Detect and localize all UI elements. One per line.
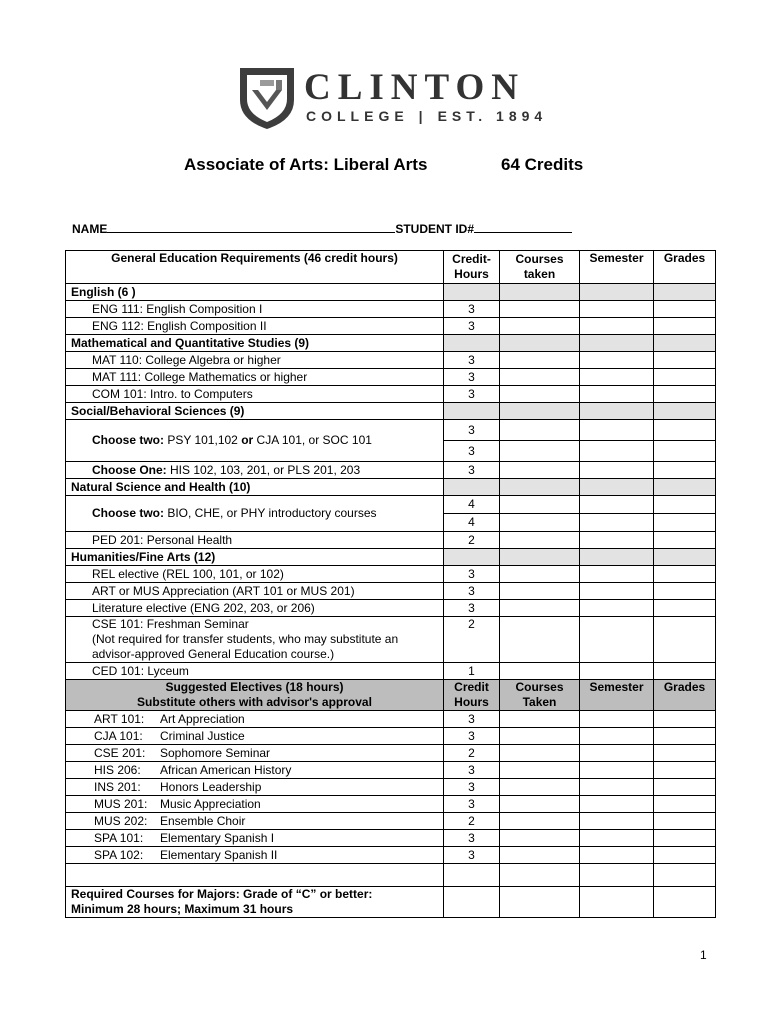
grade-cell[interactable]	[654, 830, 716, 847]
grade-cell[interactable]	[654, 352, 716, 369]
grade-cell[interactable]	[654, 745, 716, 762]
grade-cell[interactable]	[654, 796, 716, 813]
semester-cell[interactable]	[580, 663, 654, 680]
table-row	[66, 462, 716, 479]
credit-hours: 3	[444, 318, 500, 335]
semester-cell[interactable]	[580, 745, 654, 762]
semester-cell[interactable]	[580, 617, 654, 663]
section-social	[66, 403, 716, 420]
electives-grades-header: Grades	[654, 680, 716, 711]
table-row	[66, 420, 716, 441]
courses-taken-cell[interactable]	[500, 583, 580, 600]
semester-cell[interactable]	[580, 420, 654, 441]
course-title: Elementary Spanish I	[160, 830, 275, 845]
course-code: MUS 201:	[94, 796, 148, 811]
table-row	[66, 318, 716, 335]
grade-cell[interactable]	[654, 369, 716, 386]
course-name: MAT 110: College Algebra or higher	[66, 352, 444, 369]
electives-header	[66, 680, 716, 711]
grades-header: Grades	[654, 251, 716, 284]
courses-taken-cell[interactable]	[500, 318, 580, 335]
student-id-field[interactable]	[474, 222, 572, 233]
semester-cell[interactable]	[580, 369, 654, 386]
courses-taken-cell[interactable]	[500, 301, 580, 318]
page-number: 1	[700, 948, 707, 962]
courses-taken-cell[interactable]	[500, 462, 580, 479]
logo-college: COLLEGE	[306, 108, 409, 124]
elective-course	[66, 728, 444, 745]
courses-taken-cell[interactable]	[500, 745, 580, 762]
table-header	[66, 251, 716, 284]
courses-taken-cell[interactable]	[500, 566, 580, 583]
grade-cell[interactable]	[654, 663, 716, 680]
majors-row	[66, 887, 716, 918]
grade-cell[interactable]	[654, 420, 716, 441]
course-name: PED 201: Personal Health	[66, 532, 444, 549]
grade-cell[interactable]	[654, 386, 716, 403]
course-name: ENG 111: English Composition I	[66, 301, 444, 318]
table-row	[66, 728, 716, 745]
table-row	[66, 583, 716, 600]
semester-cell[interactable]	[580, 301, 654, 318]
elective-course	[66, 762, 444, 779]
credit-hours: 3	[444, 583, 500, 600]
grade-cell[interactable]	[654, 617, 716, 663]
credit-hours: 3	[444, 352, 500, 369]
section-title: Natural Science and Health (10)	[66, 479, 444, 496]
section-math	[66, 335, 716, 352]
semester-cell[interactable]	[580, 830, 654, 847]
logo-wordmark: CLINTON	[304, 67, 526, 108]
semester-cell[interactable]	[580, 847, 654, 864]
semester-cell[interactable]	[580, 532, 654, 549]
course-code: SPA 101:	[94, 830, 144, 845]
requirements-header: General Education Requirements (46 credit hours)	[66, 251, 444, 284]
credit-hours: 3	[444, 796, 500, 813]
grade-cell[interactable]	[654, 711, 716, 728]
table-row	[66, 711, 716, 728]
course-name: ENG 112: English Composition II	[66, 318, 444, 335]
credit-hours: 3	[444, 441, 500, 462]
table-row	[66, 301, 716, 318]
program-title: Associate of Arts: Liberal Arts	[184, 155, 428, 174]
semester-cell[interactable]	[580, 813, 654, 830]
courses-taken-cell[interactable]	[500, 496, 580, 514]
section-title: English (6 )	[66, 284, 444, 301]
grade-cell[interactable]	[654, 318, 716, 335]
semester-cell[interactable]	[580, 352, 654, 369]
electives-list	[66, 711, 716, 864]
elective-course	[66, 779, 444, 796]
courses-taken-cell[interactable]	[500, 663, 580, 680]
credit-hours: 4	[444, 496, 500, 514]
electives-title: Suggested Electives (18 hours) Substitute others with advisor's approval	[66, 680, 444, 711]
credit-hours: 3	[444, 369, 500, 386]
grade-cell[interactable]	[654, 762, 716, 779]
majors-requirement: Required Courses for Majors: Grade of “C” or better: Minimum 28 hours; Maximum 31 hours	[66, 887, 444, 918]
table-row	[66, 566, 716, 583]
grade-cell[interactable]	[654, 441, 716, 462]
courses-taken-cell[interactable]	[500, 796, 580, 813]
courses-taken-cell[interactable]	[500, 617, 580, 663]
program-credits: 64 Credits	[501, 155, 584, 174]
credit-hours: 3	[444, 420, 500, 441]
credit-hours-header: Credit- Hours	[444, 251, 500, 284]
electives-credit-header: Credit Hours	[444, 680, 500, 711]
course-name: MAT 111: College Mathematics or higher	[66, 369, 444, 386]
section-title: Mathematical and Quantitative Studies (9)	[66, 335, 444, 352]
course-code: ART 101:	[94, 711, 145, 726]
table-row	[66, 600, 716, 617]
name-field[interactable]	[107, 222, 395, 233]
semester-cell[interactable]	[580, 779, 654, 796]
course-title: Elementary Spanish II	[160, 847, 278, 862]
grade-cell[interactable]	[654, 301, 716, 318]
logo-subline	[306, 108, 547, 124]
table-row	[66, 496, 716, 514]
semester-cell[interactable]	[580, 566, 654, 583]
student-info-line	[72, 222, 572, 236]
credit-hours: 3	[444, 779, 500, 796]
course-name: CED 101: Lyceum	[66, 663, 444, 680]
logo-separator: |	[418, 108, 428, 124]
credit-hours: 3	[444, 600, 500, 617]
table-row	[66, 762, 716, 779]
courses-taken-cell[interactable]	[500, 369, 580, 386]
student-id-label: STUDENT ID#	[395, 222, 475, 236]
course-choice: Choose two: PSY 101,102 or CJA 101, or SOC 101	[66, 420, 444, 462]
course-code: MUS 202:	[94, 813, 148, 828]
courses-taken-cell[interactable]	[500, 420, 580, 441]
course-title: African American History	[160, 762, 292, 777]
courses-taken-cell[interactable]	[500, 728, 580, 745]
credit-hours: 2	[444, 813, 500, 830]
table-row	[66, 663, 716, 680]
course-code: CSE 201:	[94, 745, 146, 760]
courses-taken-cell[interactable]	[500, 600, 580, 617]
semester-cell[interactable]	[580, 796, 654, 813]
electives-semester-header: Semester	[580, 680, 654, 711]
section-science	[66, 479, 716, 496]
grade-cell[interactable]	[654, 600, 716, 617]
grade-cell[interactable]	[654, 813, 716, 830]
credit-hours: 3	[444, 301, 500, 318]
grade-cell[interactable]	[654, 532, 716, 549]
course-name: ART or MUS Appreciation (ART 101 or MUS 201)	[66, 583, 444, 600]
grade-cell[interactable]	[654, 496, 716, 514]
course-choice: Choose One: HIS 102, 103, 201, or PLS 201, 203	[66, 462, 444, 479]
table-row	[66, 830, 716, 847]
courses-taken-cell[interactable]	[500, 441, 580, 462]
credit-hours: 3	[444, 566, 500, 583]
courses-taken-cell[interactable]	[500, 532, 580, 549]
elective-course	[66, 711, 444, 728]
semester-cell[interactable]	[580, 514, 654, 532]
courses-taken-cell[interactable]	[500, 514, 580, 532]
requirements-table	[65, 250, 716, 918]
elective-course	[66, 745, 444, 762]
semester-cell[interactable]	[580, 762, 654, 779]
course-choice: Choose two: BIO, CHE, or PHY introductory courses	[66, 496, 444, 532]
credit-hours: 3	[444, 711, 500, 728]
semester-cell[interactable]	[580, 496, 654, 514]
courses-taken-cell[interactable]	[500, 779, 580, 796]
semester-cell[interactable]	[580, 600, 654, 617]
credit-hours: 3	[444, 728, 500, 745]
credit-hours: 3	[444, 847, 500, 864]
course-title: Sophomore Seminar	[160, 745, 271, 760]
section-title: Social/Behavioral Sciences (9)	[66, 403, 444, 420]
credit-hours: 2	[444, 532, 500, 549]
credit-hours: 3	[444, 762, 500, 779]
semester-header: Semester	[580, 251, 654, 284]
grade-cell[interactable]	[654, 779, 716, 796]
course-title: Ensemble Choir	[160, 813, 246, 828]
course-title: Art Appreciation	[160, 711, 245, 726]
courses-taken-header: Courses taken	[500, 251, 580, 284]
table-row	[66, 745, 716, 762]
course-title: Music Appreciation	[160, 796, 261, 811]
course-code: CJA 101:	[94, 728, 143, 743]
table-row	[66, 864, 716, 887]
table-row	[66, 386, 716, 403]
course-name: Literature elective (ENG 202, 203, or 206)	[66, 600, 444, 617]
course-name: REL elective (REL 100, 101, or 102)	[66, 566, 444, 583]
credit-hours: 2	[444, 745, 500, 762]
course-name: CSE 101: Freshman Seminar (Not required for transfer students, who may substitute an advisor-approved General Education course.)	[66, 617, 444, 663]
table-row	[66, 617, 716, 663]
semester-cell[interactable]	[580, 441, 654, 462]
elective-course	[66, 813, 444, 830]
grade-cell[interactable]	[654, 847, 716, 864]
section-title: Humanities/Fine Arts (12)	[66, 549, 444, 566]
semester-cell[interactable]	[580, 318, 654, 335]
credit-hours: 3	[444, 386, 500, 403]
credit-hours: 1	[444, 663, 500, 680]
credit-hours: 2	[444, 617, 500, 663]
grade-cell[interactable]	[654, 462, 716, 479]
logo-established: EST. 1894	[437, 108, 548, 124]
courses-taken-cell[interactable]	[500, 830, 580, 847]
section-english	[66, 284, 716, 301]
grade-cell[interactable]	[654, 583, 716, 600]
course-name: COM 101: Intro. to Computers	[66, 386, 444, 403]
table-row	[66, 796, 716, 813]
courses-taken-cell[interactable]	[500, 352, 580, 369]
grade-cell[interactable]	[654, 514, 716, 532]
name-label: NAME	[72, 222, 108, 236]
course-title: Criminal Justice	[160, 728, 245, 743]
courses-taken-cell[interactable]	[500, 386, 580, 403]
courses-taken-cell[interactable]	[500, 847, 580, 864]
courses-taken-cell[interactable]	[500, 711, 580, 728]
semester-cell[interactable]	[580, 386, 654, 403]
elective-course	[66, 847, 444, 864]
courses-taken-cell[interactable]	[500, 813, 580, 830]
semester-cell[interactable]	[580, 711, 654, 728]
table-row	[66, 813, 716, 830]
courses-taken-cell[interactable]	[500, 762, 580, 779]
course-title: Honors Leadership	[160, 779, 262, 794]
semester-cell[interactable]	[580, 583, 654, 600]
credit-hours: 4	[444, 514, 500, 532]
credit-hours: 3	[444, 830, 500, 847]
course-code: SPA 102:	[94, 847, 144, 862]
table-row	[66, 532, 716, 549]
section-humanities	[66, 549, 716, 566]
credit-hours: 3	[444, 462, 500, 479]
table-row	[66, 847, 716, 864]
grade-cell[interactable]	[654, 566, 716, 583]
semester-cell[interactable]	[580, 462, 654, 479]
elective-course	[66, 796, 444, 813]
course-code: INS 201:	[94, 779, 141, 794]
course-code: HIS 206:	[94, 762, 141, 777]
table-row	[66, 369, 716, 386]
grade-cell[interactable]	[654, 728, 716, 745]
electives-courses-header: Courses Taken	[500, 680, 580, 711]
semester-cell[interactable]	[580, 728, 654, 745]
elective-course	[66, 830, 444, 847]
table-row	[66, 779, 716, 796]
table-row	[66, 352, 716, 369]
